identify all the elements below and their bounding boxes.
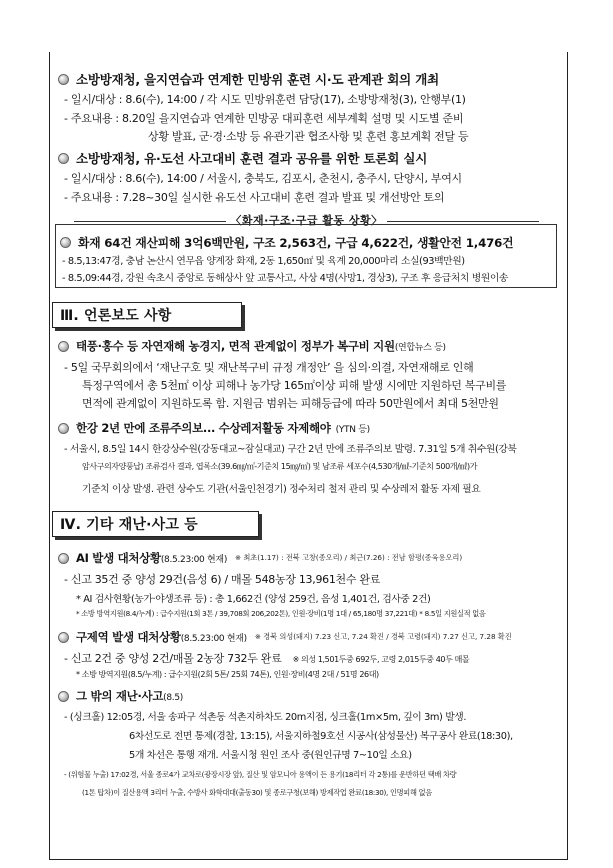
status-item-2: - 8.5,09:44경, 강원 속초시 중앙로 동해상사 앞 교통사고, 사상 4명(사망1, 경상3), 구조 후 응급처치 병원이송 xyxy=(62,273,508,284)
meeting2-title: 소방방재청, 유·도선 사고대비 훈련 결과 공유를 위한 토론회 실시 xyxy=(76,151,428,166)
bullet-icon xyxy=(58,341,69,352)
meeting1-heading xyxy=(58,70,439,88)
status-item-1: - 8.5,13:47경, 충남 논산시 연무읍 양계장 화재, 2동 1,650㎡ 및 육계 20,000마리 소실(93백만원) xyxy=(62,256,465,267)
divider xyxy=(387,221,539,222)
fmd-recent: ※ 경북 의성(돼지) 7.23 신고, 7.24 확진 / 경북 고령(돼지) 7.27 신고, 7.28 확진 xyxy=(254,632,512,641)
ai-line-3: * 소방 방역지원(8.4/누계) : 급수지원(1회 3톤 / 39,708회 206,202톤), 인원·장비(1명 1대 / 65,180명 37,221대) * 8.5일 지원실적 없음 xyxy=(76,609,486,618)
sinkhole-line-2: 6차선도로 전면 통제(경찰, 13:15), 서울지하철9호선 시공사(삼성물산) 복구공사 완료(18:30), xyxy=(129,731,513,742)
bullet-icon xyxy=(58,553,69,564)
meeting1-content-1: - 주요내용 : 8.20일 을지연습과 연계한 민방공 대피훈련 세부계획 설명 및 시도별 준비 xyxy=(64,112,464,125)
news2-line-2: 암사구의자양풍납) 조류검사 결과, 엽록소(39.6㎎/㎥-기준치 15㎎/㎥) 및 남조류 세포수(4,530개/㎖-기준치 500개/㎖)가 xyxy=(82,462,478,471)
gas-leak-line-2: (1톤 탑차)이 질산용액 3리터 누출, 수방사 화학대대(출동30) 및 종로구청(보해) 방제작업 완료(18:30), 인명피해 없음 xyxy=(82,788,432,797)
fmd-asof: (8.5.23:00 현재) xyxy=(180,634,247,644)
news2-line-1: - 서울시, 8.5일 14시 한강상수원(강동대교~잠실대교) 구간 2년 만에 조류주의보 발령. 7.31일 5개 취수원(강북 xyxy=(64,444,517,455)
ai-line-2: * AI 검사현황(농가·야생조류 등) : 총 1,662건 (양성 259건, 음성 1,401건, 검사중 2건) xyxy=(76,594,431,605)
meeting2-heading xyxy=(58,149,427,167)
news1-line-1: - 5일 국무회의에서 ‘재난구호 및 재난복구비 규정 개정안’ 을 심의·의결, 자연재해로 인해 xyxy=(64,361,474,374)
status-summary: 화재 64건 재산피해 3억6백만원, 구조 2,563건, 구급 4,622건, 생활안전 1,476건 xyxy=(78,236,514,250)
meeting2-date: - 일시/대상 : 8.6(수), 14:00 / 서울시, 충북도, 김포시, 춘천시, 충주시, 단양시, 부여시 xyxy=(64,172,462,185)
ai-recent: ※ 최초(1.17) : 전북 고창(종오리) / 최근(7.26) : 전남 함평(종육용오리) xyxy=(235,553,463,562)
meeting1-date: - 일시/대상 : 8.6(수), 14:00 / 각 시도 민방위훈련 담당(17), 소방방재청(3), 안행부(1) xyxy=(64,93,466,106)
bullet-icon xyxy=(58,74,69,85)
status-summary-row xyxy=(60,234,513,251)
divider xyxy=(74,221,226,222)
section-4-header: Ⅳ. 기타 재난·사고 등 xyxy=(52,511,259,537)
ai-heading xyxy=(58,550,462,566)
news1-title: 태풍·홍수 등 자연재해 농경지, 면적 관계없이 정부가 복구비 지원 xyxy=(76,339,395,353)
bullet-icon xyxy=(60,237,71,248)
other-heading xyxy=(58,688,183,704)
status-title: 〈화재·구조·구급 활동 상황〉 xyxy=(230,214,383,227)
ai-line-1: - 신고 35건 중 양성 29건(음성 6) / 매몰 548농장 13,961천수 완료 xyxy=(64,573,381,586)
fmd-line-1-text: - 신고 2건 중 양성 2건/매몰 2농장 732두 완료 xyxy=(64,652,282,665)
fmd-line-1 xyxy=(64,650,469,666)
fmd-line-1-note: ※ 의성 1,501두중 692두, 고령 2,015두중 40두 매몰 xyxy=(292,655,470,664)
fmd-heading xyxy=(58,629,512,645)
section-3-header: Ⅲ. 언론보도 사항 xyxy=(52,302,242,328)
bullet-icon xyxy=(58,632,69,643)
bullet-icon xyxy=(58,691,69,702)
other-date: (8.5) xyxy=(163,693,183,703)
fmd-title: 구제역 발생 대처상황 xyxy=(76,630,181,644)
bullet-icon xyxy=(58,153,69,164)
news2-line-3: 기준치 이상 발생. 관련 상수도 기관(서울인천경기) 정수처리 철저 관리 및 수상레저 활동 자제 필요 xyxy=(82,484,481,495)
meeting1-content-2: 상황 발표, 군·경·소방 등 유관기관 협조사항 및 훈련 홍보계획 전달 등 xyxy=(148,130,469,143)
fmd-line-2: * 소방 방역지원(8.5/누계) : 급수지원(2회 5톤/ 25회 74톤), 인원·장비(4명 2대 / 51명 26대) xyxy=(76,670,379,679)
news2-source: (YTN 등) xyxy=(335,425,370,435)
news1-source: (연합뉴스 등) xyxy=(394,343,446,353)
news1-line-2: 특정구역에서 총 5천㎡ 이상 피해나 농가당 165㎡이상 피해 발생 시에만 지원하던 복구비를 xyxy=(82,379,507,392)
bullet-icon xyxy=(58,423,69,434)
meeting1-title: 소방방재청, 을지연습과 연계한 민방위 훈련 시·도 관계관 회의 개최 xyxy=(76,72,439,87)
meeting2-content: - 주요내용 : 7.28~30일 실시한 유도선 사고대비 훈련 결과 발표 및 개선방안 토의 xyxy=(64,191,445,204)
news1-heading xyxy=(58,338,446,354)
news1-line-3: 면적에 관계없이 지원하도록 함. 지원금 범위는 피해등급에 따라 50만원에서 최대 5천만원 xyxy=(82,397,499,410)
sinkhole-line-3: 5개 차선은 통행 재개. 서울시청 원인 조사 중(원인규명 7~10일 소요) xyxy=(129,750,412,761)
ai-title: AI 발생 대처상황 xyxy=(76,551,161,565)
news2-heading xyxy=(58,420,370,436)
sinkhole-line-1: - (싱크홀) 12:05경, 서울 송파구 석촌동 석촌지하차도 20m지점, 싱크홀(1m×5m, 깊이 3m) 발생. xyxy=(64,712,467,723)
news2-title: 한강 2년 만에 조류주의보... 수상레저활동 자제해야 xyxy=(76,421,331,435)
ai-asof: (8.5.23:00 현재) xyxy=(160,555,228,565)
other-title: 그 밖의 재난·사고 xyxy=(76,689,164,703)
gas-leak-line-1: - (위험물 누출) 17:02경, 서울 종로4가 교차로(광장시장 앞), 질산 및 암모니아 용액이 든 용기(18리터 각 2통)를 운반하던 택배 차량 xyxy=(64,770,457,779)
